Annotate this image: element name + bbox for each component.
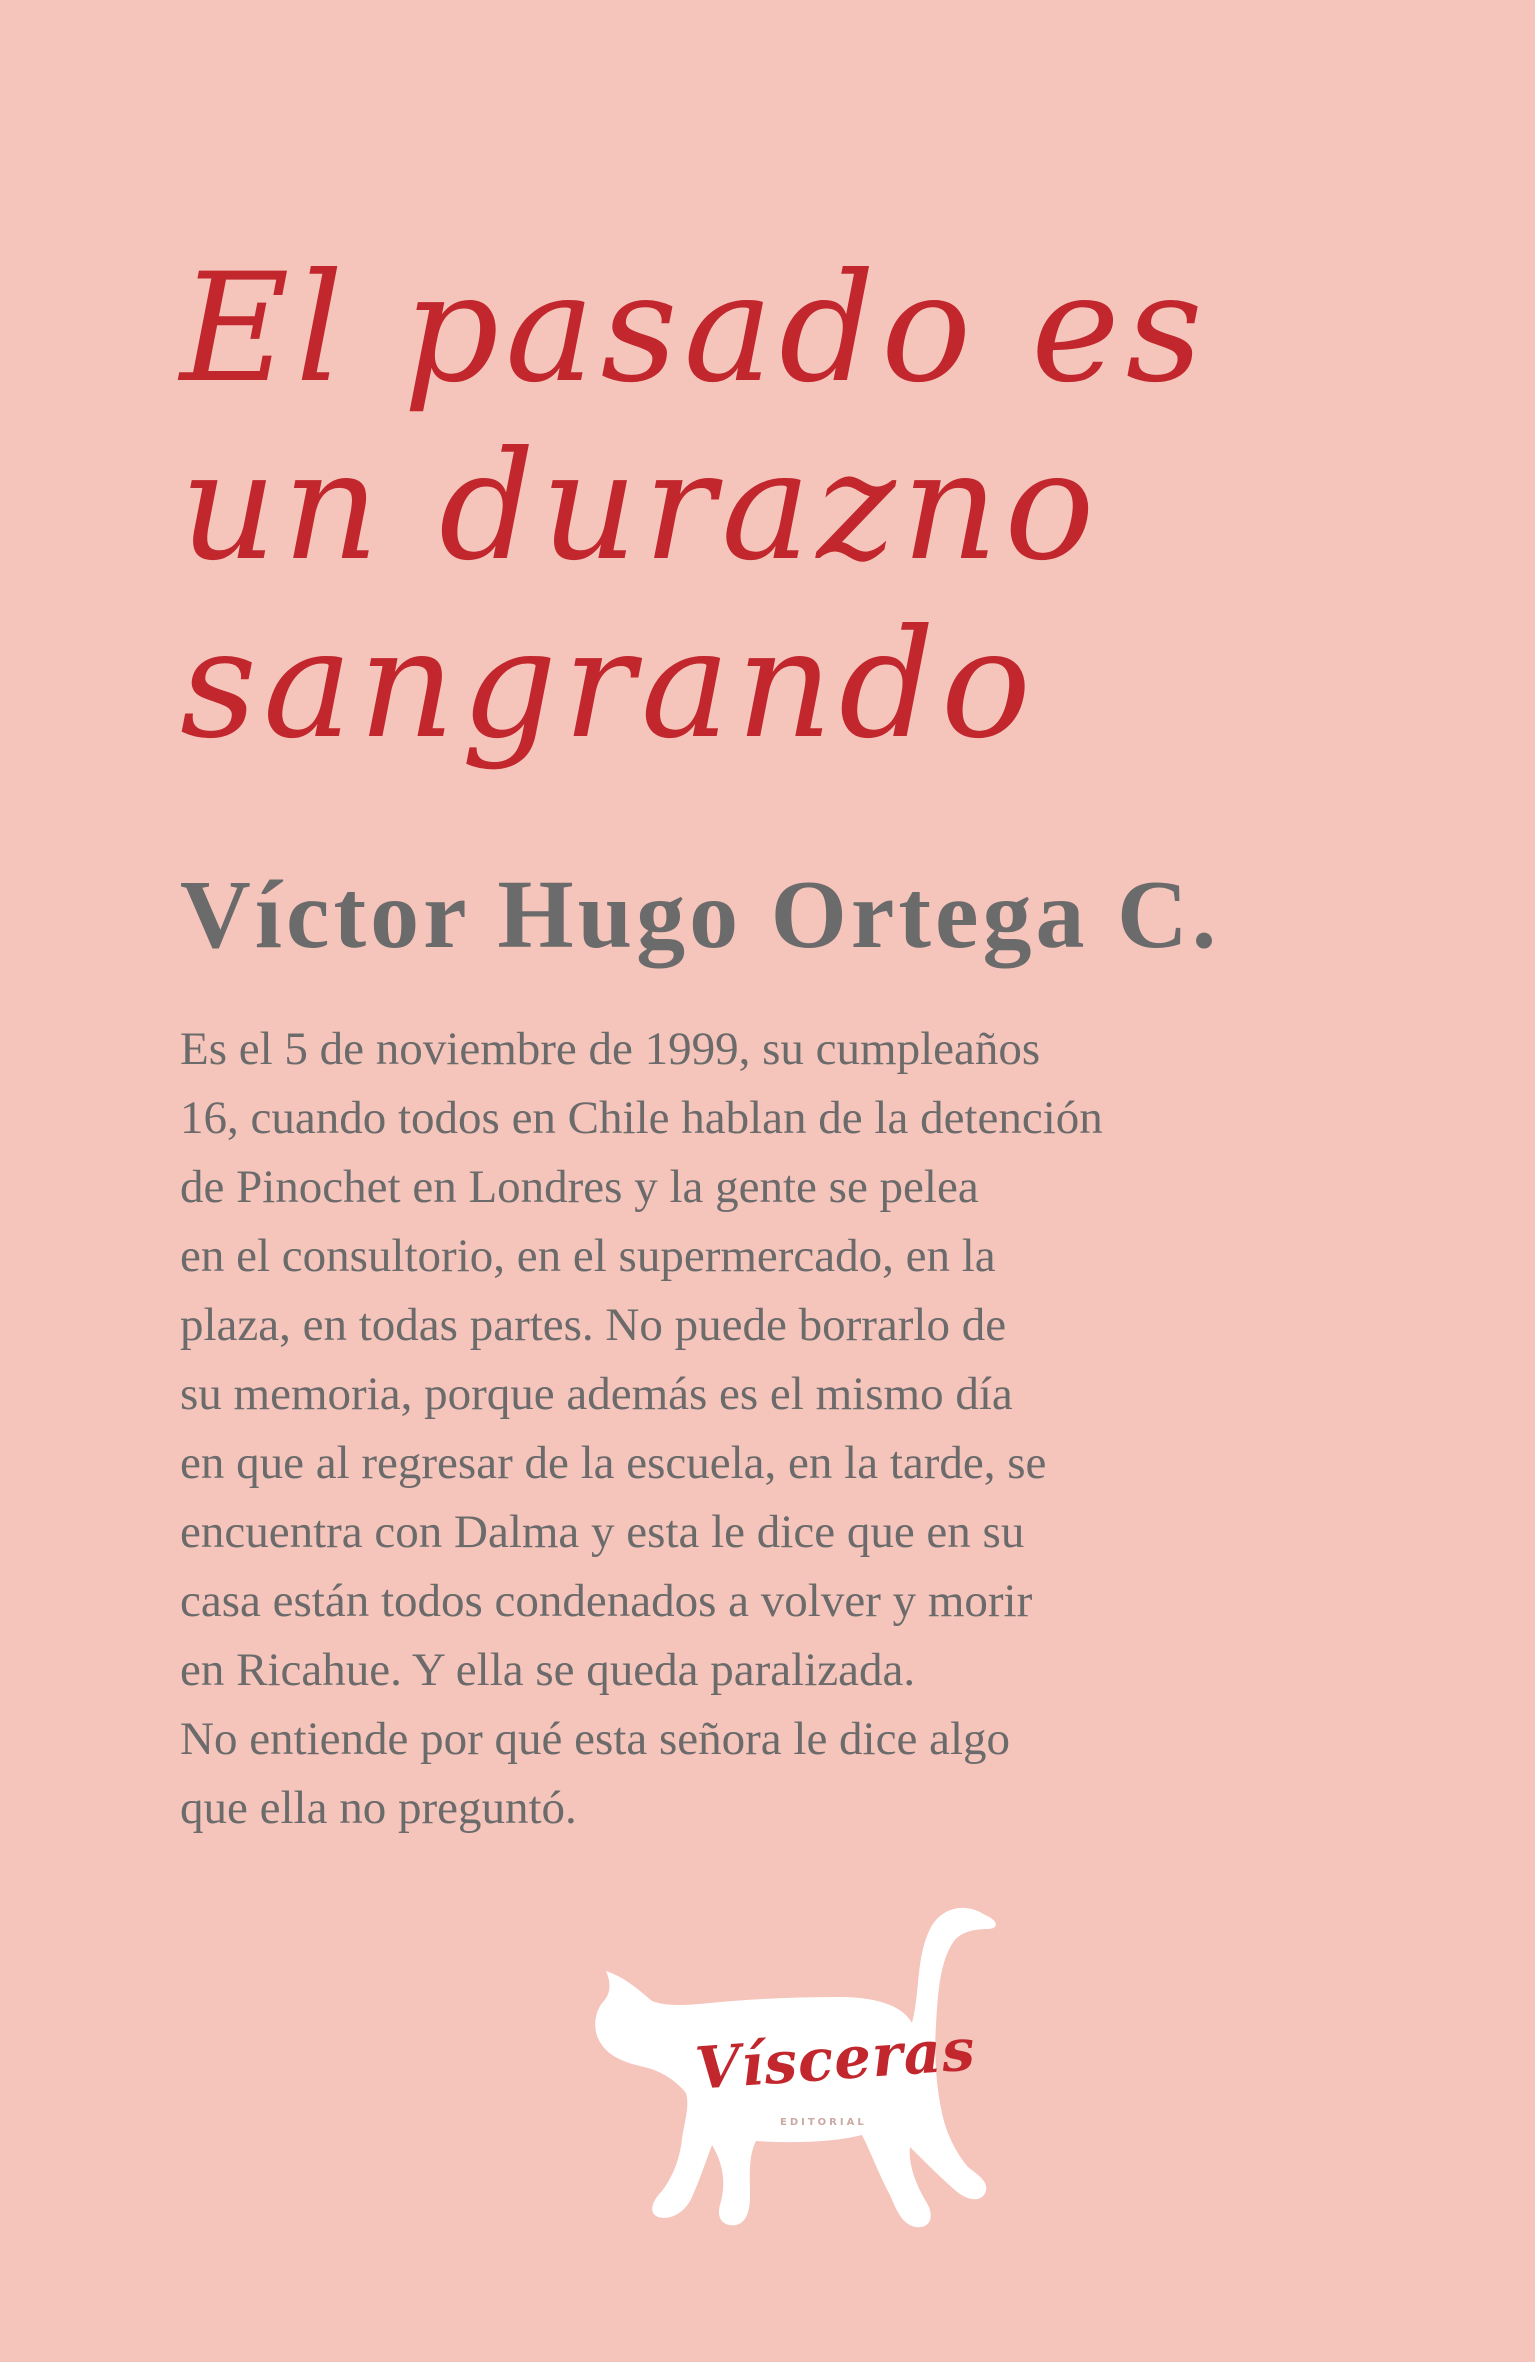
title-line: un durazno <box>180 420 1101 594</box>
synopsis <box>180 1015 1380 1843</box>
synopsis-line: en Ricahue. Y ella se queda paralizada. <box>180 1644 916 1696</box>
book-title <box>180 240 1430 774</box>
title-line: El pasado es <box>180 242 1209 416</box>
synopsis-line: encuentra con Dalma y esta le dice que en su <box>180 1506 1025 1558</box>
synopsis-line: casa están todos condenados a volver y morir <box>180 1575 1033 1627</box>
synopsis-line: en el consultorio, en el supermercado, en la <box>180 1230 996 1282</box>
synopsis-line: su memoria, porque además es el mismo día <box>180 1368 1013 1420</box>
synopsis-line: 16, cuando todos en Chile hablan de la detención <box>180 1092 1103 1144</box>
publisher-logo <box>590 1895 1010 2240</box>
synopsis-line: en que al regresar de la escuela, en la tarde, se <box>180 1437 1047 1489</box>
title-line: sangrando <box>180 598 1038 772</box>
logo-subtitle: EDITORIAL <box>780 2117 867 2128</box>
synopsis-line: que ella no preguntó. <box>180 1782 577 1834</box>
synopsis-line: de Pinochet en Londres y la gente se pelea <box>180 1161 979 1213</box>
author-name: Víctor Hugo Ortega C. <box>180 861 1221 969</box>
synopsis-line: No entiende por qué esta señora le dice algo <box>180 1713 1011 1765</box>
logo-wordmark: Vísceras <box>692 2015 978 2103</box>
synopsis-line: plaza, en todas partes. No puede borrarlo de <box>180 1299 1007 1351</box>
synopsis-line: Es el 5 de noviembre de 1999, su cumpleaños <box>180 1023 1041 1075</box>
